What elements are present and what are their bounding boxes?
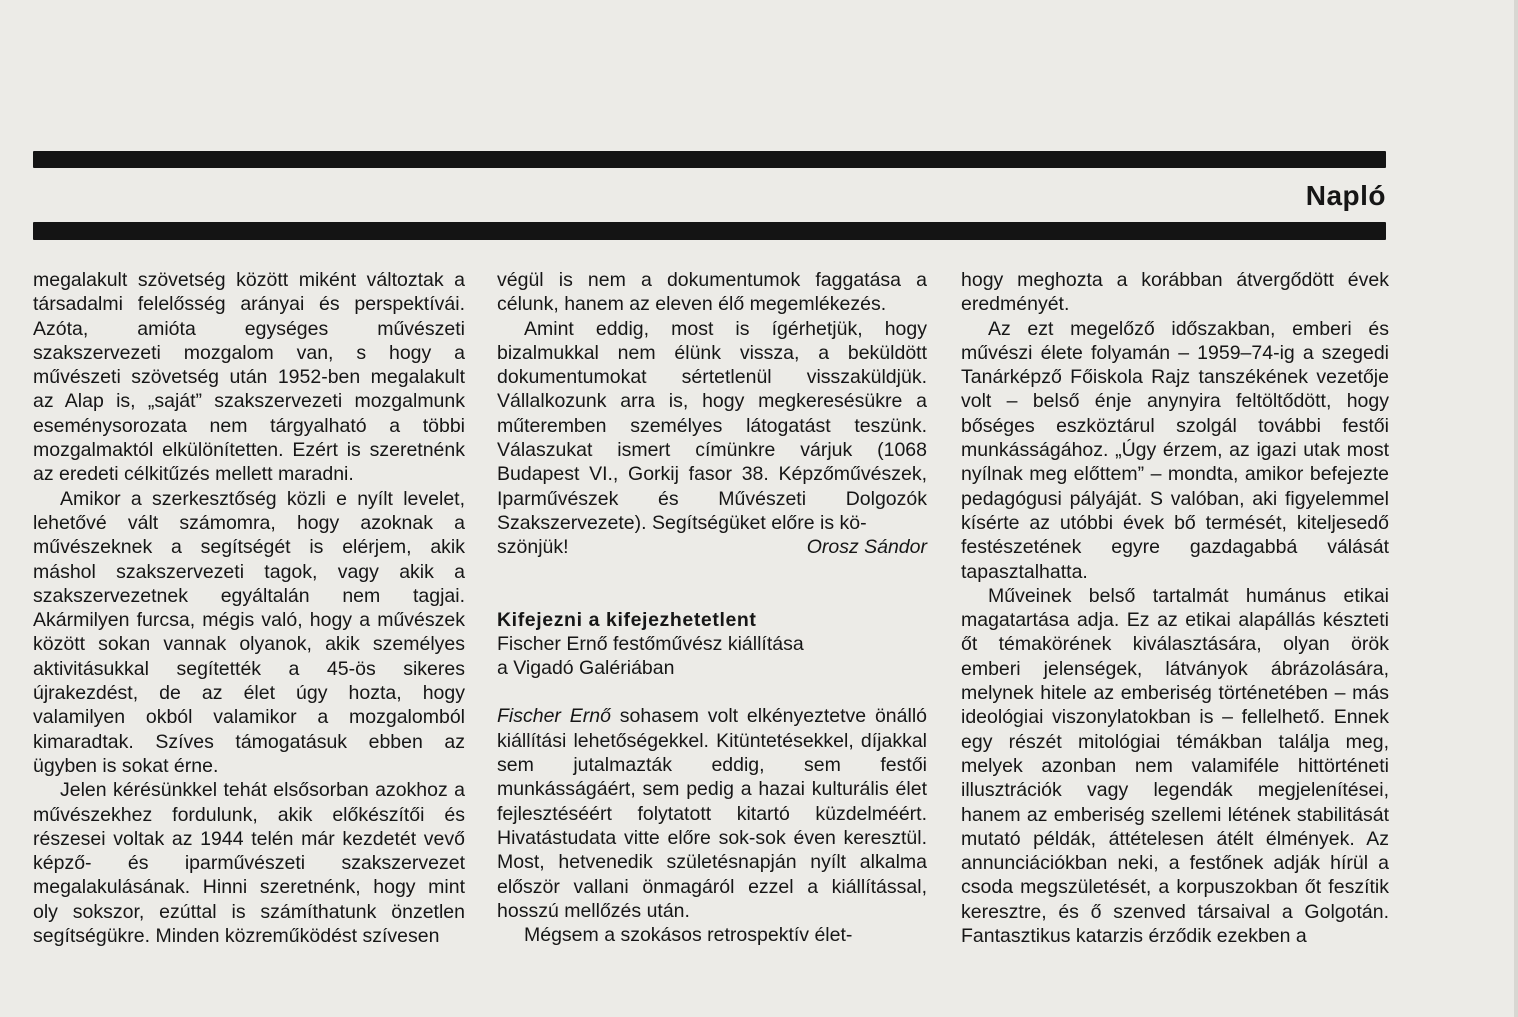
article-heading	[497, 608, 927, 681]
paragraph: Amikor a szerkesztőség közli e nyílt levelet, lehetővé vált számomra, hogy azoknak a művészeknek a segítségét is elérjem, akik máshol szakszervezeti tagok, vagy akik a szakszervezetnek egyáltalán nem tagjai. Akármilyen furcsa, mégis való, hogy a művészek között sokan vannak olyanok, akik személyes aktivitásukkal segítették a 45-ös sikeres újrakezdést, de az élet úgy hozta, hogy valamilyen okból valamikor a mozgalomból kimaradtak. Szíves támogatásuk ebben az ügyben is sokat érne.	[33, 487, 465, 777]
paragraph: Mégsem a szokásos retrospektív élet-	[524, 924, 853, 947]
paragraph: Műveinek belső tartalmát humánus etikai magatartása adja. Ez az etikai alapállás készteti őt témakörének kiválasztására, olyan örök emberi jelenségek, látványok ábrázolására, melynek hitele az emberiség történetében – más ideológiai viszonylatokban is – fellelhető. Ennek egy részét mitológiai témákban találja meg, melyek azonban nem valamiféle hittörténeti illusztrációk vagy legendák megjelenítései, hanem az emberiség szellemi létének stabilitását mutató példák, áttételesen átélt élmények. Az annunciációkban neki, a festőnek adják hírül a csoda megszületését, a korpuszokban őt feszítik keresztre, és ő szenved társaival a Golgotán. Fantasztikus katarzis érződik ezekben a	[961, 584, 1389, 948]
section-title: Napló	[1305, 180, 1386, 211]
paragraph: Az ezt megelőző időszakban, emberi és művészi élete folyamán – 1959–74-ig a szegedi Tanárképző Főiskola Rajz tanszékének vezetője volt – belső énje anynyira feltöltődött, hogy bőséges eszköztárul szolgál további festői munkásságához. „Úgy érzem, az igazi utak most nyílnak meg előttem” – mondta, amikor befejezte pedagógusi pályáját. S valóban, aki figyelemmel kísérte az utóbbi évek bő termését, kiteljesedő festészetének egyre gazdagabbá válását tapasztalhatta.	[961, 317, 1389, 583]
paragraph-text: sohasem volt elkényeztetve önálló kiállítási lehetőségekkel. Kitüntetésekkel, díjakkal sem jutalmazták eddig, sem festői munkásságáért, sem pedig a hazai kulturális élet fejlesztéséért folytatott kitartó küzdelméért. Hivatástudata vitte előre sok-sok éven keresztül. Most, hetvenedik születésnapján nyílt alkalma először vallani önmagáról ezzel a kiállítással, hosszú mellőzés után.	[497, 705, 927, 922]
paragraph: megalakult szövetség között miként változtak a társadalmi felelősség arányai és perspektívái. Azóta, amióta egységes művészeti szakszervezeti mozgalom van, s hogy a művészeti szövetség után 1952-ben megalakult az Alap is, „saját” szakszervezeti mozgalmunk eseménysorozata nem tárgyalható a többi mozgalmaktól elkülönítetten. Ezért is szeretnénk az eredeti célkitűzés mellett maradni.	[33, 269, 465, 486]
column-3	[961, 268, 1389, 948]
article-title: Kifejezni a kifejezhetetlent	[497, 608, 757, 631]
paragraph: Amint eddig, most is ígérhetjük, hogy bizalmukkal nem élünk vissza, a beküldött dokumentumokat sértetlenül visszaküldjük. Vállalkozunk arra is, hogy megkeresésükre a műteremben személyes látogatást teszünk. Válaszukat ismert címünkre várjuk (1068 Budapest VI., Gorkij fasor 38. Képzőművészek, Iparművészek és Művészeti Dolgozók Szakszervezete). Segítségüket előre is kö-	[497, 317, 927, 534]
paragraph: végül is nem a dokumentumok faggatása a célunk, hanem az eleven élő megemlékezés.	[497, 269, 927, 316]
author-signature: Orosz Sándor	[806, 536, 927, 559]
paragraph	[497, 704, 927, 923]
article-subtitle: Fischer Ernő festőművész kiállítása	[497, 632, 804, 655]
column-1	[33, 268, 465, 948]
signature-line	[497, 535, 927, 559]
page-edge	[1514, 0, 1518, 1017]
paragraph: hogy meghozta a korábban átvergődött évek eredményét.	[961, 269, 1389, 316]
artist-name: Fischer Ernő	[497, 705, 611, 728]
column-2	[497, 268, 927, 947]
top-rule	[33, 151, 1386, 168]
bottom-rule	[33, 222, 1386, 240]
article-subtitle: a Vigadó Galériában	[497, 657, 675, 680]
paragraph: Jelen kérésünkkel tehát elsősorban azokhoz a művészekhez fordulunk, akik előkészítői és részesei voltak az 1944 telén már kezdetét vevő képző- és iparművészeti szakszervezet megalakulásának. Hinni szeretnénk, hogy mint oly sokszor, ezúttal is számíthatunk önzetlen segítségükre. Minden közreműködést szívesen	[33, 779, 465, 948]
closing-text: szönjük!	[497, 536, 569, 559]
